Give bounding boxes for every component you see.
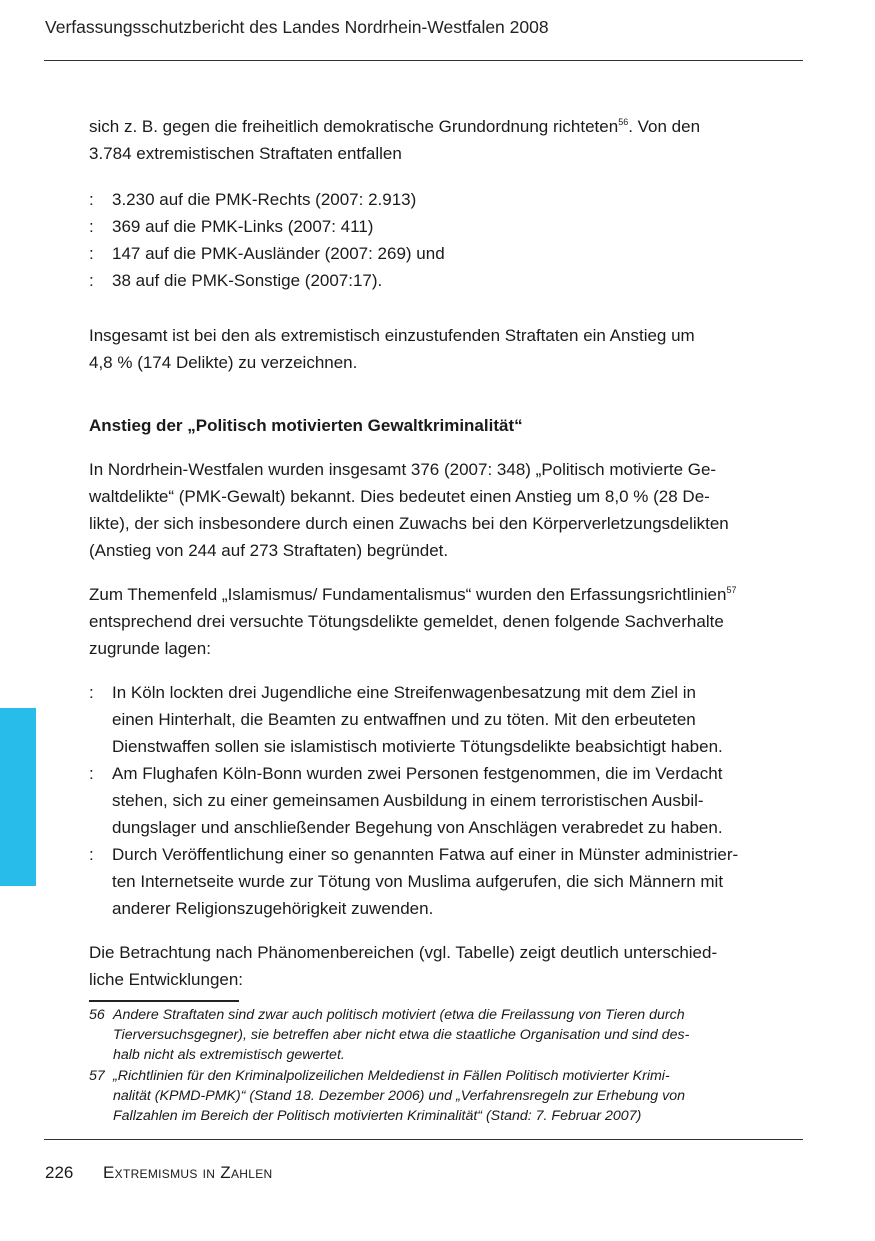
list-item: : 3.230 auf die PMK-Rechts (2007: 2.913) [89, 190, 417, 209]
offense-count-list [89, 186, 806, 294]
chapter-side-tab [0, 708, 36, 886]
summary-paragraph: Insgesamt ist bei den als extremistisch einzustufenden Straftaten ein Anstieg um 4,8 % (174 Delikte) zu verzeichnen. [89, 326, 695, 372]
footnote-rule [89, 1000, 239, 1002]
section-title: Extremismus in Zahlen [103, 1163, 273, 1182]
list-item: : 369 auf die PMK-Links (2007: 411) [89, 217, 374, 236]
footnote-ref-56: 56 [618, 117, 629, 127]
header-rule [44, 60, 803, 61]
page-body [89, 113, 806, 993]
footnote-57: 57 „Richtlinien für den Kriminalpolizeilichen Meldedienst in Fällen Politisch motivierter Krimi- nalität (KPMD-PMK)“ (Stand 18. Dezember 2006) und „Verfahrensregeln zur Erhebung von Fallzahlen im Bereich der Politisch motivierten Kriminalität“ (Stand: 7. Februar 2007) [89, 1067, 685, 1125]
list-item: : In Köln lockten drei Jugendliche eine Streifenwagenbesatzung mit dem Ziel in einen Hinterhalt, die Beamten zu entwaffnen und zu töten. Mit den erbeuteten Dienstwaffen sollen sie islamistisch motivierte Tötungsdelikte beabsichtigt haben. [89, 683, 723, 756]
case-list [89, 679, 806, 922]
islamism-paragraph: Zum Themenfeld „Islamismus/ Fundamentalismus“ wurden den Erfassungsrichtlinien$^{57}$ entsprechend drei versuchte Tötungsdelikte gemeldet, denen folgende Sachverhalte zugrunde lagen: [89, 585, 737, 658]
list-item: : Durch Veröffentlichung einer so genannten Fatwa auf einer in Münster administrier- ten Internetseite wurde zur Tötung von Muslima aufgerufen, die sich Männern mit anderer Religionszugehörigkeit zuwenden. [89, 845, 739, 918]
section-heading: Anstieg der „Politisch motivierten Gewaltkriminalität“ [89, 416, 523, 435]
page-number: 226 [45, 1163, 74, 1182]
list-item: : 38 auf die PMK-Sonstige (2007:17). [89, 271, 383, 290]
running-header: Verfassungsschutzbericht des Landes Nordrhein-Westfalen 2008 [45, 17, 549, 37]
footer-rule [44, 1139, 803, 1140]
closing-paragraph: Die Betrachtung nach Phänomenbereichen (vgl. Tabelle) zeigt deutlich unterschied- liche Entwicklungen: [89, 943, 718, 989]
footnote-ref-57: 57 [726, 585, 737, 595]
page-footer [45, 1163, 273, 1183]
list-item: : Am Flughafen Köln-Bonn wurden zwei Personen festgenommen, die im Verdacht stehen, sich zu einer gemeinsamen Ausbildung in einem terroristischen Ausbil- dungslager und anschließender Begehung von Anschlägen verabredet zu haben. [89, 764, 723, 837]
intro-paragraph: sich z. B. gegen die freiheitlich demokratische Grundordnung richteten$^{56}$. Von den 3.784 extremistischen Straftaten entfallen [89, 117, 701, 163]
footnote-56: 56 Andere Straftaten sind zwar auch politisch motiviert (etwa die Freilassung von Tieren durch Tierversuchsgegner), sie betreffen aber nicht etwa die staatliche Organisation und sind des- halb nicht als extremistisch gewertet. [89, 1007, 690, 1064]
footnotes [89, 1005, 799, 1126]
violence-paragraph: In Nordrhein-Westfalen wurden insgesamt 376 (2007: 348) „Politisch motivierte Ge- waltdelikte“ (PMK-Gewalt) bekannt. Dies bedeutet einen Anstieg um 8,0 % (28 De- likte), der sich insbesondere durch einen Zuwachs bei den Körperverletzungsdelikten (Anstieg von 244 auf 273 Straftaten) begründet. [89, 460, 729, 560]
list-item: : 147 auf die PMK-Ausländer (2007: 269) und [89, 244, 445, 263]
